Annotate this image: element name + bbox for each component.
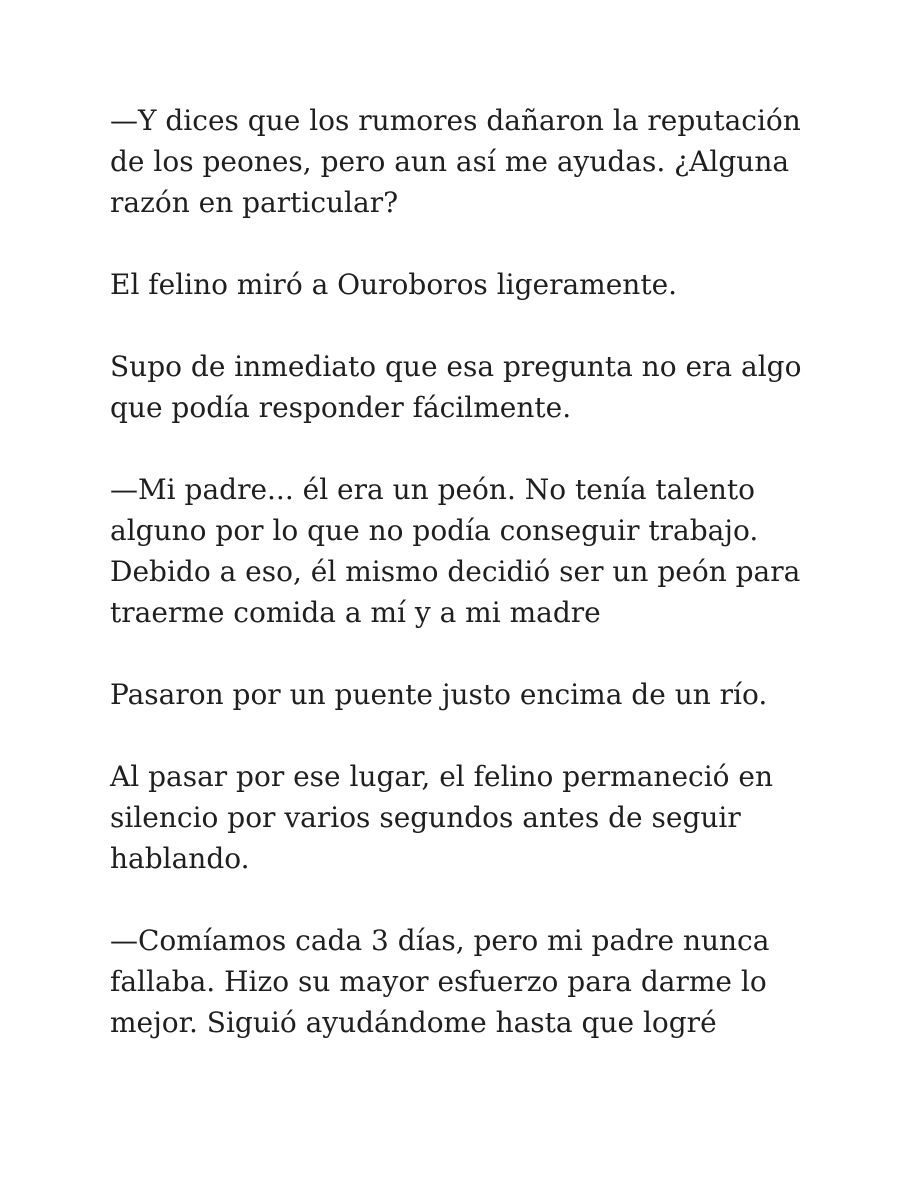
text-line: —Comíamos cada 3 días, pero mi padre nunca	[110, 924, 770, 957]
text-line: —Y dices que los rumores dañaron la reputación	[110, 104, 801, 137]
text-line: de los peones, pero aun así me ayudas. ¿Alguna	[110, 145, 790, 178]
text-line: Supo de inmediato que esa pregunta no era algo	[110, 350, 802, 383]
text-line: que podía responder fácilmente.	[110, 391, 572, 424]
text-line: El felino miró a Ouroboros ligeramente.	[110, 268, 678, 301]
paragraph-3	[110, 346, 810, 428]
paragraph-2	[110, 264, 810, 305]
paragraph-7	[110, 920, 810, 1043]
text-line: —Mi padre... él era un peón. No tenía talento	[110, 473, 756, 506]
text-line: alguno por lo que no podía conseguir trabajo.	[110, 514, 759, 547]
paragraph-6	[110, 756, 810, 879]
text-line: traerme comida a mí y a mi madre	[110, 596, 601, 629]
paragraph-1	[110, 100, 810, 223]
text-line: silencio por varios segundos antes de seguir	[110, 801, 741, 834]
text-line: fallaba. Hizo su mayor esfuerzo para darme lo	[110, 965, 767, 998]
paragraph-5	[110, 674, 810, 715]
paragraph-4	[110, 469, 810, 633]
text-content	[110, 100, 810, 1084]
text-line: hablando.	[110, 842, 250, 875]
text-line: Al pasar por ese lugar, el felino permaneció en	[110, 760, 774, 793]
text-line: Pasaron por un puente justo encima de un río.	[110, 678, 768, 711]
text-line: mejor. Siguió ayudándome hasta que logré	[110, 1006, 717, 1039]
text-line: razón en particular?	[110, 186, 399, 219]
text-line: Debido a eso, él mismo decidió ser un peón para	[110, 555, 801, 588]
